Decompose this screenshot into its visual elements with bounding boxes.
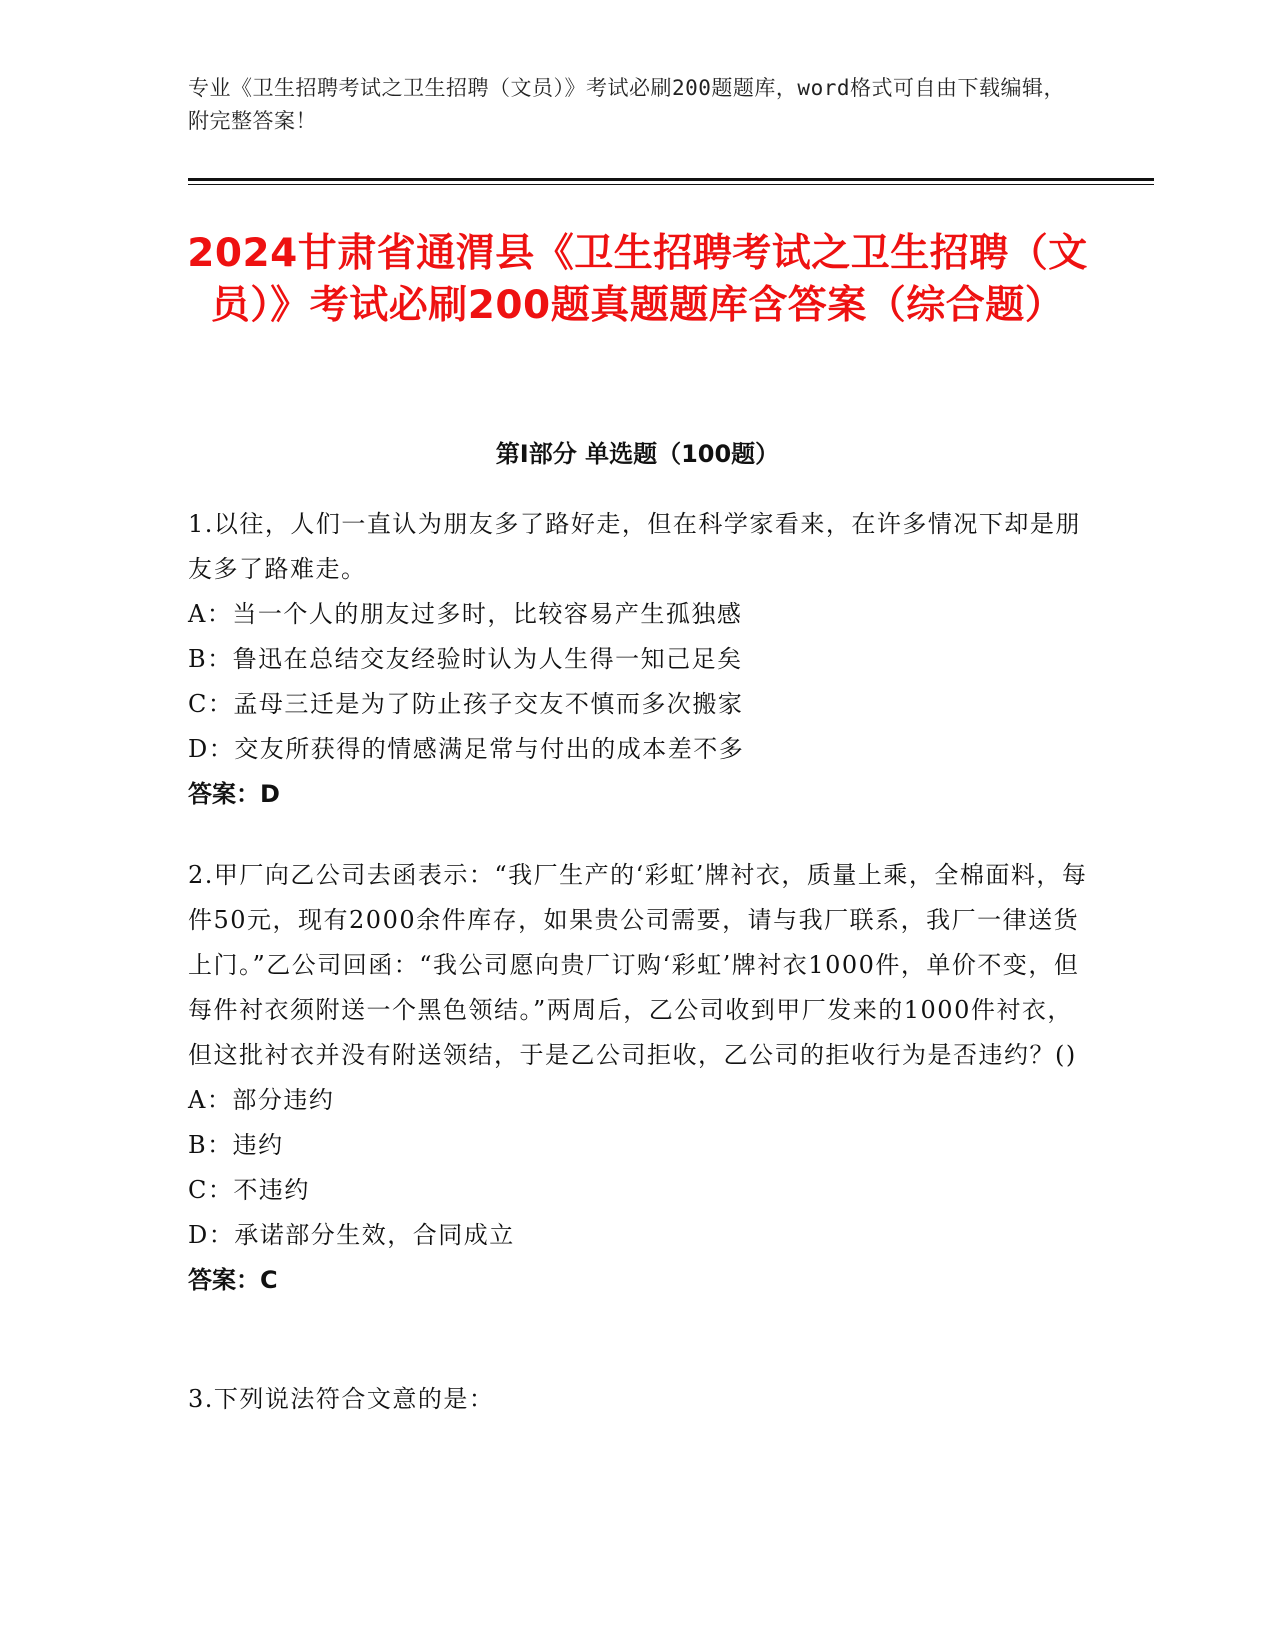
question-3 bbox=[188, 1377, 1088, 1422]
option-b: B：违约 bbox=[188, 1131, 284, 1159]
option-c: C：不违约 bbox=[188, 1176, 310, 1204]
header-note: 专业《卫生招聘考试之卫生招聘（文员）》考试必刷200题题库，word格式可自由下载编辑，附完整答案！ bbox=[188, 76, 1065, 133]
question-stem: 3.下列说法符合文意的是： bbox=[188, 1385, 495, 1413]
option-d: D：承诺部分生效，合同成立 bbox=[188, 1221, 515, 1249]
header-divider-thin bbox=[188, 184, 1154, 185]
option-c: C：孟母三迁是为了防止孩子交友不慎而多次搬家 bbox=[188, 690, 744, 718]
option-a: A：部分违约 bbox=[188, 1086, 335, 1114]
document-title: 2024甘肃省通渭县《卫生招聘考试之卫生招聘（文员）》考试必刷200题真题题库含答案（综合题） bbox=[187, 231, 1088, 328]
option-b: B：鲁迅在总结交友经验时认为人生得一知己足矣 bbox=[188, 645, 743, 673]
header-divider-thick bbox=[188, 178, 1154, 181]
option-d: D：交友所获得的情感满足常与付出的成本差不多 bbox=[188, 735, 745, 763]
question-1 bbox=[188, 502, 1088, 817]
answer-text: 答案：D bbox=[188, 780, 280, 808]
answer-text: 答案：C bbox=[188, 1266, 278, 1294]
question-2 bbox=[188, 853, 1088, 1303]
option-a: A：当一个人的朋友过多时，比较容易产生孤独感 bbox=[188, 600, 743, 628]
question-stem: 2.甲厂向乙公司去函表示：“我厂生产的‘彩虹’牌衬衣，质量上乘，全棉面料，每件50元，现有2000余件库存，如果贵公司需要，请与我厂联系，我厂一律送货上门。”乙公司回函：“我公司愿向贵厂订购‘彩虹’牌衬衣1000件，单价不变，但每件衬衣须附送一个黑色领结。”两周后，乙公司收到甲厂发来的1000件衬衣，但这批衬衣并没有附送领结，于是乙公司拒收，乙公司的拒收行为是否违约？() bbox=[188, 861, 1088, 1069]
section-title: 第Ⅰ部分 单选题（100题） bbox=[495, 440, 780, 468]
question-stem: 1.以往，人们一直认为朋友多了路好走，但在科学家看来，在许多情况下却是朋友多了路难走。 bbox=[188, 510, 1081, 583]
